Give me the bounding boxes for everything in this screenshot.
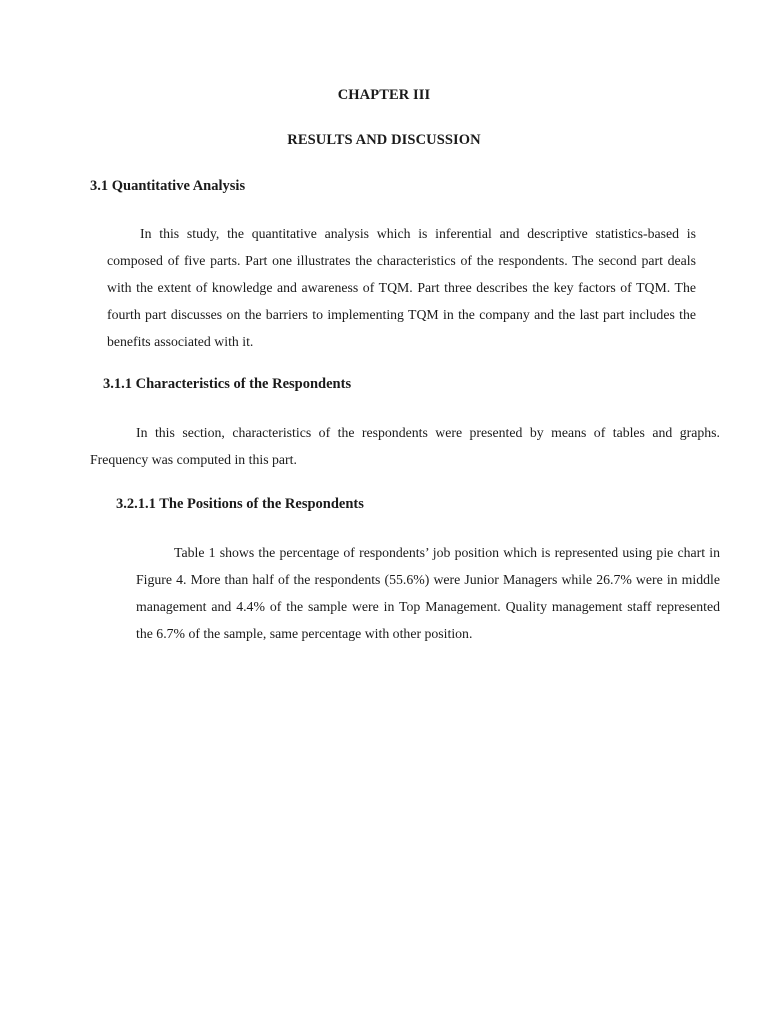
section-paragraph-characteristics: In this section, characteristics of the respondents were presented by means of tables and graphs. Frequency was computed in this part. <box>90 425 720 467</box>
section-paragraph-positions: Table 1 shows the percentage of respondents’ job position which is represented using pie chart in Figure 4. More than half of the respondents (55.6%) were Junior Managers while 26.7% were in middle management and 4.4% of the sample were in Top Management. Quality management staff represented the 6.7% of the sample, same percentage with other position. <box>136 545 720 641</box>
section-paragraph-quantitative-analysis: In this study, the quantitative analysis which is inferential and descriptive statistics-based is composed of five parts. Part one illustrates the characteristics of the respondents. The second part deals with the extent of knowledge and awareness of TQM. Part three describes the key factors of TQM. The fourth part discusses on the barriers to implementing TQM in the company and the last part includes the benefits associated with it. <box>107 226 696 349</box>
chapter-title: RESULTS AND DISCUSSION <box>287 132 481 148</box>
section-heading-quantitative-analysis: 3.1 Quantitative Analysis <box>90 178 246 194</box>
section-heading-positions: 3.2.1.1 The Positions of the Respondents <box>116 496 364 512</box>
chapter-label: CHAPTER III <box>337 87 431 103</box>
section-heading-characteristics: 3.1.1 Characteristics of the Respondents <box>103 376 352 392</box>
